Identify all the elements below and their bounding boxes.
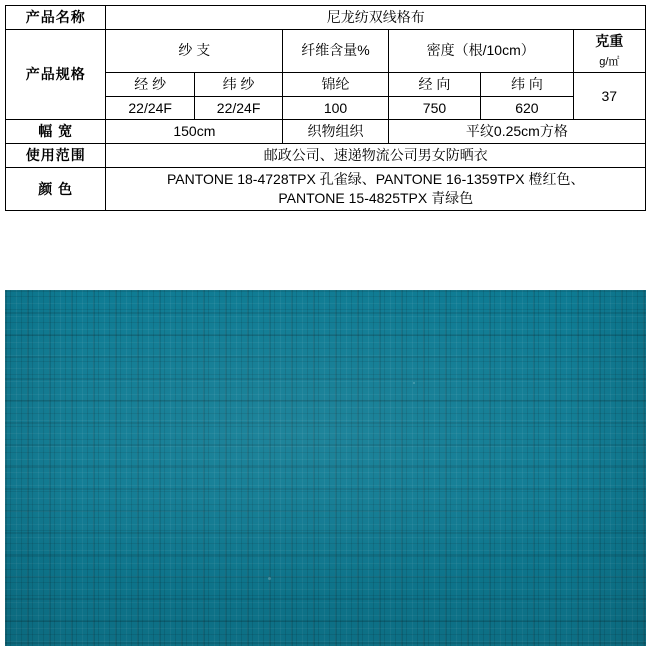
gram-weight-unit: g/㎡ — [599, 55, 620, 68]
weft-density-value: 620 — [481, 96, 573, 120]
weft-yarn-value: 22/24F — [194, 96, 282, 120]
product-spec-label: 产品规格 — [6, 29, 106, 120]
color-value-line-1: PANTONE 18-4728TPX 孔雀绿、PANTONE 16-1359TPX 橙红色、 — [166, 171, 585, 188]
fabric-swatch-photo — [5, 290, 646, 646]
fiber-content-value: 100 — [283, 96, 388, 120]
product-name-label: 产品名称 — [6, 6, 106, 30]
fiber-content-header: 纤维含量% — [283, 29, 388, 72]
table-row-color — [6, 168, 646, 211]
fabric-spec-table — [5, 5, 646, 211]
density-header: 密度（根/10cm） — [388, 29, 573, 72]
product-name-value: 尼龙纺双线格布 — [106, 6, 646, 30]
color-value-line-2: PANTONE 15-4825TPX 青绿色 — [278, 190, 474, 207]
fabric-fleck — [268, 577, 271, 580]
warp-yarn-value: 22/24F — [106, 96, 194, 120]
usage-value: 邮政公司、速递物流公司男女防晒衣 — [106, 144, 646, 168]
width-label: 幅 宽 — [6, 120, 106, 144]
width-value: 150cm — [106, 120, 283, 144]
weft-yarn-header: 纬 纱 — [194, 72, 282, 96]
table-row-product-name — [6, 6, 646, 30]
weave-label: 织物组织 — [283, 120, 388, 144]
yarn-count-header: 纱 支 — [106, 29, 283, 72]
usage-label: 使用范围 — [6, 144, 106, 168]
warp-yarn-header: 经 纱 — [106, 72, 194, 96]
weft-direction-header: 纬 向 — [481, 72, 573, 96]
gram-weight-header — [573, 29, 645, 72]
weave-value: 平纹0.25cm方格 — [388, 120, 645, 144]
gram-weight-value: 37 — [573, 72, 645, 120]
gram-weight-header-text: 克重 — [595, 32, 624, 49]
warp-direction-header: 经 向 — [388, 72, 480, 96]
fabric-lighting-overlay — [5, 290, 646, 646]
fiber-name-value: 锦纶 — [283, 72, 388, 96]
fabric-fleck — [413, 382, 415, 384]
table-row-width-weave — [6, 120, 646, 144]
color-label: 颜 色 — [6, 168, 106, 211]
table-row-spec-header — [6, 29, 646, 72]
color-value — [106, 168, 646, 211]
table-row-usage — [6, 144, 646, 168]
warp-density-value: 750 — [388, 96, 480, 120]
